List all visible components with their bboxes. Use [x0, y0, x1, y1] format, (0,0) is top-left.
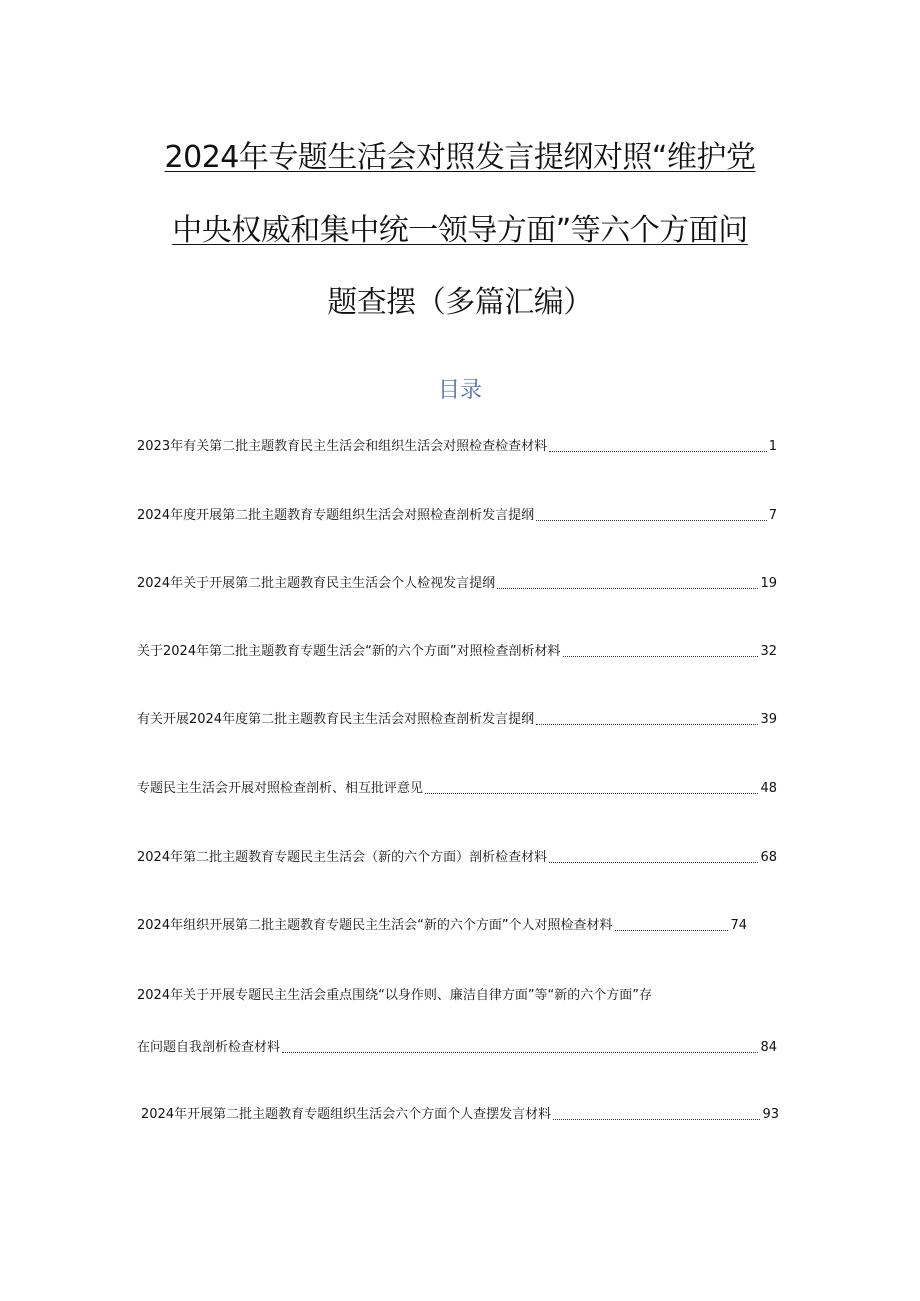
toc-dot-leader — [536, 520, 767, 521]
toc-dot-leader — [549, 862, 758, 863]
toc-dot-leader — [536, 724, 758, 725]
toc-dot-leader — [497, 588, 758, 589]
toc-page-number: 93 — [762, 1107, 779, 1122]
title-text-3: 题查摆（多篇汇编） — [327, 285, 593, 320]
toc-entry-text: 专题民主生活会开展对照检查剖析、相互批评意见 — [137, 781, 424, 796]
toc-entry-text: 2024年开展第二批主题教育专题组织生活会六个方面个人查摆发言材料 — [141, 1107, 552, 1122]
toc-page-number: 19 — [760, 576, 777, 591]
toc-entry-1[interactable] — [137, 433, 777, 457]
toc-entry-2[interactable] — [137, 502, 777, 526]
toc-dot-leader — [615, 930, 729, 931]
toc-entry-text: 2024年关于开展第二批主题教育民主生活会个人检视发言提纲 — [137, 576, 496, 591]
toc-page-number: 68 — [760, 850, 777, 865]
toc-dot-leader — [425, 793, 758, 794]
document-title-line-2 — [0, 211, 920, 251]
toc-dot-leader — [563, 656, 759, 657]
toc-page-number: 84 — [760, 1040, 777, 1055]
toc-page-number: 48 — [760, 781, 777, 796]
toc-entry-text-line-1 — [137, 982, 777, 1006]
toc-entry-text-line-2 — [137, 1034, 777, 1058]
toc-page-number: 74 — [730, 918, 747, 933]
document-title-line-3 — [0, 283, 920, 323]
toc-entry-8[interactable] — [137, 912, 747, 936]
toc-entry-text: 2024年组织开展第二批主题教育专题民主生活会“新的六个方面”个人对照检查材料 — [137, 918, 613, 933]
toc-entry-3[interactable] — [137, 570, 777, 594]
toc-entry-text: 2023年有关第二批主题教育民主生活会和组织生活会对照检查检查材料 — [137, 439, 548, 454]
toc-entry-6[interactable] — [137, 775, 777, 799]
toc-entry-text: 关于2024年第二批主题教育专题生活会“新的六个方面”对照检查剖析材料 — [137, 644, 561, 659]
toc-heading: 目录 — [437, 378, 482, 403]
toc-page-number: 1 — [768, 439, 777, 454]
toc-dot-leader — [553, 1119, 760, 1120]
toc-entry-10[interactable] — [141, 1101, 779, 1125]
toc-page-number: 7 — [768, 508, 777, 523]
toc-entry-text: 有关开展2024年度第二批主题教育民主生活会对照检查剖析发言提纲 — [137, 712, 535, 727]
toc-entry-text: 在问题自我剖析检查材料 — [137, 1040, 281, 1055]
toc-dot-leader — [549, 451, 767, 452]
toc-dot-leader — [282, 1052, 758, 1053]
toc-entry-text: 2024年度开展第二批主题教育专题组织生活会对照检查剖析发言提纲 — [137, 508, 535, 523]
document-title-line-1 — [0, 138, 920, 178]
toc-page-number: 32 — [760, 644, 777, 659]
toc-entry-text-first-line: 2024年关于开展专题民主生活会重点围绕“以身作则、廉洁自律方面”等“新的六个方面”存 — [137, 988, 653, 1003]
title-text-1: 2024年专题生活会对照发言提纲对照“维护党 — [164, 140, 756, 175]
title-text-2: 中央权威和集中统一领导方面”等六个方面问 — [172, 213, 748, 248]
toc-entry-5[interactable] — [137, 706, 777, 730]
toc-entry-4[interactable] — [137, 638, 777, 662]
toc-page-number: 39 — [760, 712, 777, 727]
toc-entry-text: 2024年第二批主题教育专题民主生活会（新的六个方面）剖析检查材料 — [137, 850, 548, 865]
toc-entry-7[interactable] — [137, 844, 777, 868]
